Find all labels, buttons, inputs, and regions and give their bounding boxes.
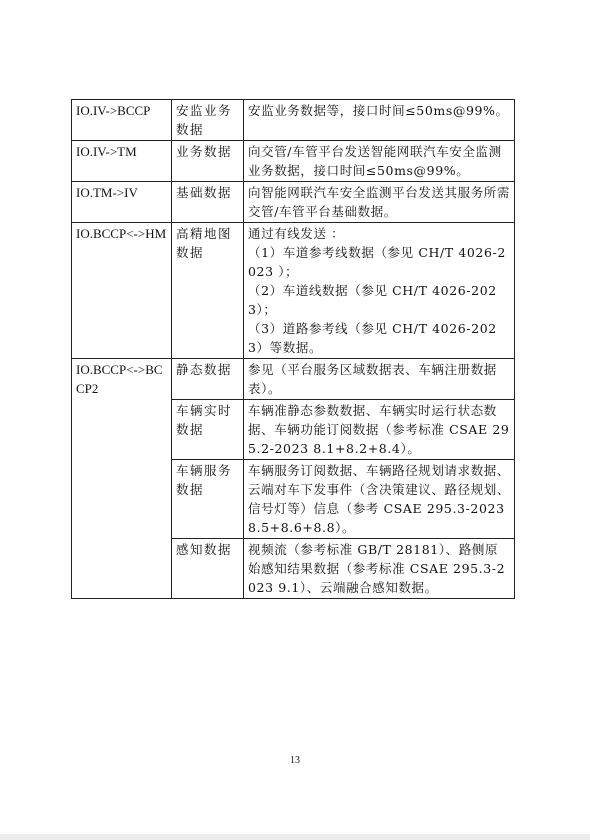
description-cell: 向交管/车管平台发送智能网联汽车安全监测业务数据，接口时间≤50ms@99%。 [244, 141, 515, 182]
page-number: 13 [290, 755, 300, 766]
description-line: （3）道路参考线（参见 CH/T 4026-2023）等数据。 [248, 321, 497, 355]
description-cell: 车辆服务订阅数据、车辆路径规划请求数据、云端对车下发事件（含决策建议、路径规划、信号灯等）信息（参考 CSAE 295.3-2023 8.5+8.6+8.8）。 [244, 460, 515, 539]
description-cell: 视频流（参考标准 GB/T 28181）、路侧原始感知结果数据（参考标准 CSAE 295.3-2023 9.1）、云端融合感知数据。 [244, 539, 515, 599]
description-line: （1）车道参考线数据（参见 CH/T 4026-2023 ）； [248, 245, 506, 279]
data-type-cell: 感知数据 [172, 539, 244, 599]
description-cell: 向智能网联汽车安全监测平台发送其服务所需交管/车管平台基础数据。 [244, 182, 515, 223]
data-type-cell: 基础数据 [172, 182, 244, 223]
data-type-cell: 安监业务数据 [172, 100, 244, 141]
data-type-cell: 车辆实时数据 [172, 400, 244, 460]
description-cell: 参见（平台服务区域数据表、车辆注册数据表）。 [244, 359, 515, 400]
data-type-cell: 高精地图数据 [172, 223, 244, 359]
data-type-cell: 业务数据 [172, 141, 244, 182]
interface-cell: IO.IV->TM [72, 141, 172, 182]
interface-cell: IO.TM->IV [72, 182, 172, 223]
table-row [72, 359, 515, 400]
interface-cell: IO.BCCP<->BCCP2 [72, 359, 172, 599]
data-type-cell: 静态数据 [172, 359, 244, 400]
description-line: （2）车道线数据（参见 CH/T 4026-2023）； [248, 283, 497, 317]
interface-spec-table [71, 99, 515, 599]
description-line: 通过有线发送 ： [248, 226, 345, 241]
table-row [72, 182, 515, 223]
table-row [72, 100, 515, 141]
interface-cell: IO.IV->BCCP [72, 100, 172, 141]
description-cell [244, 223, 515, 359]
description-cell: 安监业务数据等，接口时间≤50ms@99%。 [244, 100, 515, 141]
description-cell: 车辆准静态参数数据、车辆实时运行状态数据、车辆功能订阅数据（参考标准 CSAE 295.2-2023 8.1+8.2+8.4）。 [244, 400, 515, 460]
table-row [72, 223, 515, 359]
interface-cell: IO.BCCP<->HM [72, 223, 172, 359]
table-row [72, 141, 515, 182]
data-type-cell: 车辆服务数据 [172, 460, 244, 539]
page-bottom-edge [0, 834, 590, 840]
